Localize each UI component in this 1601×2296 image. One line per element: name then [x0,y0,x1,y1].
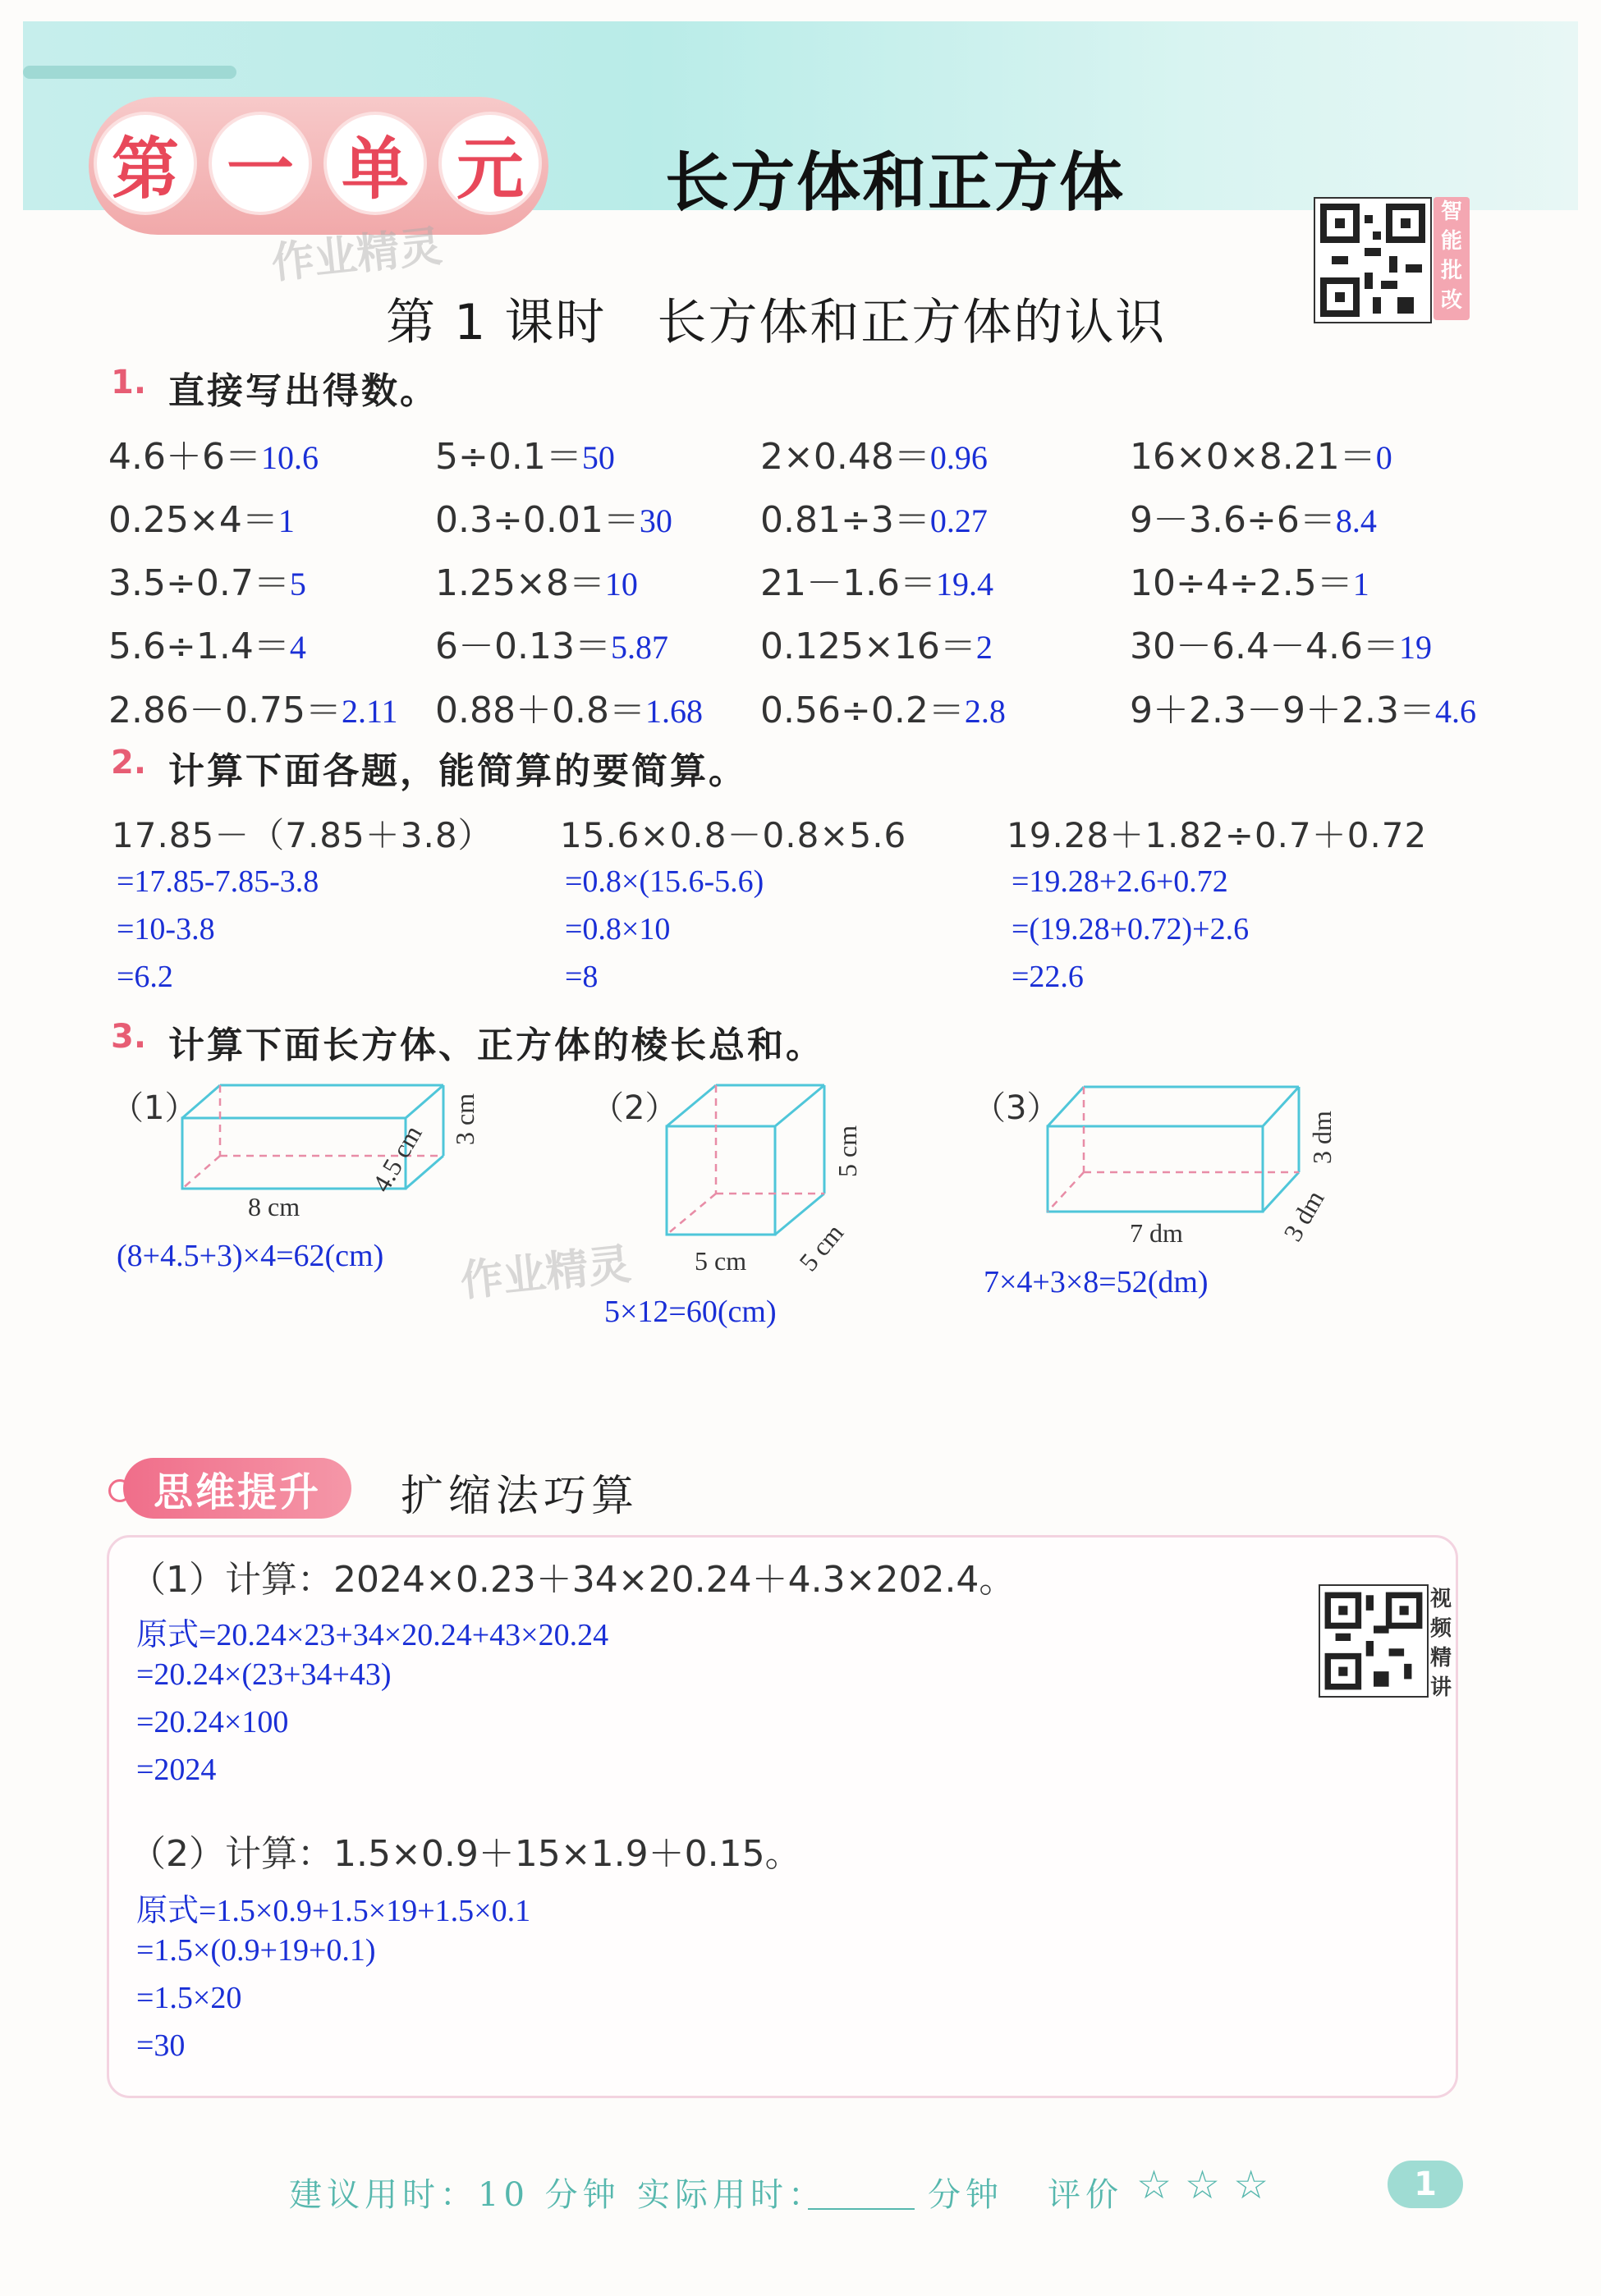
actual-time-label: 实际用时： [637,2176,826,2214]
figure-label: （3） [973,1089,1060,1127]
solution-step: =10-3.8 [117,912,215,946]
problem-expression: 17.85－（7.85＋3.8） [112,815,493,855]
solution-step: =2024 [136,1753,217,1787]
page-number: 1 [1388,2161,1463,2208]
question-text: 计算下面长方体、正方体的棱长总和。 [168,1024,824,1066]
solution-step: =(19.28+0.72)+2.6 [1012,912,1250,946]
unit-title: 长方体和正方体 [665,146,1126,220]
solution-step: =17.85-7.85-3.8 [117,864,319,899]
cube-2 [667,1085,824,1235]
calc-expression: 5÷0.1＝ [435,436,582,478]
calc-expression: 10÷4÷2.5＝ [1130,562,1353,604]
calc-answer: 2.8 [964,693,1006,730]
calc-expression: 1.25×8＝ [435,562,605,604]
calc-answer: 19 [1398,629,1432,666]
calc-answer: 50 [581,439,615,476]
calc-expression: 16×0×8.21＝ [1130,436,1376,478]
problem-expression: 15.6×0.8－0.8×5.6 [560,815,907,855]
cuboid-3 [1048,1087,1299,1212]
solution-step: 原式=20.24×23+34×20.24+43×20.24 [136,1618,609,1652]
solution-step: =30 [136,2028,186,2063]
unit-char: 元 [442,115,539,212]
calc-answer: 0 [1375,439,1392,476]
calc-answer: 2.11 [341,693,398,730]
problem-prompt: （2）计算：1.5×0.9＋15×1.9＋0.15。 [130,1833,801,1875]
calc-answer: 2 [975,629,993,666]
calc-answer: 8.4 [1335,502,1377,539]
problem-expression: 19.28＋1.82÷0.7＋0.72 [1007,815,1428,855]
calc-expression: 0.125×16＝ [760,626,976,667]
dimension-label: 7 dm [1130,1218,1183,1248]
qr-code-icon[interactable] [1319,1584,1429,1698]
video-qr-card[interactable] [1319,1584,1452,1700]
dimension-label: 8 cm [248,1192,300,1221]
solution-step: =1.5×20 [136,1981,242,2015]
calc-expression: 0.88＋0.8＝ [435,690,645,731]
calc-expression: 21－1.6＝ [760,562,936,604]
calc-expression: 5.6÷1.4＝ [108,626,290,667]
calc-answer: 10.6 [260,439,319,476]
lesson-title: 第 1 课时 长方体和正方体的认识 [386,294,1167,351]
qr-tag-char: 视 [1430,1587,1452,1611]
calc-expression: 3.5÷0.7＝ [108,562,290,604]
qr-tag-char: 精 [1430,1646,1452,1670]
figure-label: （2） [591,1089,678,1127]
solution-step: 原式=1.5×0.9+1.5×19+1.5×0.1 [136,1894,531,1928]
calc-answer: 10 [604,566,638,603]
calc-expression: 6－0.13＝ [435,626,611,667]
solution-step: =22.6 [1012,960,1084,994]
calc-expression: 4.6＋6＝ [108,436,261,478]
solution-step: =0.8×(15.6-5.6) [565,864,764,899]
rating-label: 评价 [1048,2176,1123,2214]
dimension-label: 3 cm [450,1093,479,1145]
calc-expression: 9－3.6÷6＝ [1130,499,1336,541]
calc-expression: 30－6.4－4.6＝ [1130,626,1399,667]
calc-expression: 0.25×4＝ [108,499,278,541]
calc-expression: 2×0.48＝ [760,436,930,478]
calc-answer: 1 [1352,566,1369,603]
question-number: 3. [111,1018,147,1056]
qr-tag-char: 改 [1440,288,1462,313]
watermark: 作业精灵 [458,1240,634,1307]
solution-step: =1.5×(0.9+19+0.1) [136,1933,376,1968]
solution-step: =8 [565,960,599,994]
qr-tag-char: 讲 [1430,1675,1452,1700]
actual-time-blank[interactable] [808,2208,915,2210]
calc-expression: 0.3÷0.01＝ [435,499,640,541]
qr-tag-char: 批 [1440,259,1462,283]
calc-answer: 1.68 [645,693,703,730]
unit-char: 单 [327,115,424,212]
dimension-label: 3 dm [1278,1185,1330,1246]
solution-step: =0.8×10 [565,912,671,946]
think-title: 扩缩法巧算 [401,1472,640,1521]
calc-expression: 2.86－0.75＝ [108,690,342,731]
calc-expression: 9＋2.3－9＋2.3＝ [1130,690,1435,731]
calc-answer: 19.4 [935,566,993,603]
calc-answer: 4 [289,629,306,666]
problem-prompt: （1）计算：2024×0.23＋34×20.24＋4.3×202.4。 [130,1559,1016,1601]
qr-tag-char: 频 [1430,1616,1452,1641]
solution-step: =19.28+2.6+0.72 [1012,864,1228,899]
dimension-label: 5 cm [695,1246,747,1276]
qr-tag [1430,1584,1460,1703]
answer-text: 7×4+3×8=52(dm) [984,1265,1209,1299]
dimension-label: 4.5 cm [366,1120,428,1197]
rating-stars[interactable] [1136,2162,1282,2208]
solution-step: =20.24×100 [136,1705,289,1739]
suggested-time: 建议用时：10 分钟 [289,2176,621,2214]
solution-step: =6.2 [117,960,173,994]
qr-tag-char: 智 [1440,199,1462,224]
calc-answer: 0.96 [929,439,988,476]
calc-answer: 0.27 [929,502,988,539]
dimension-label: 5 cm [793,1217,850,1277]
unit-char: 第 [97,115,194,212]
star-icon[interactable]: ☆ [1233,2162,1282,2208]
calc-answer: 30 [639,502,672,539]
calc-answer: 1 [278,502,295,539]
calc-answer: 5.87 [610,629,668,666]
actual-time-unit: 分钟 [928,2176,1003,2214]
star-icon[interactable]: ☆ [1185,2162,1234,2208]
think-badge: 思维提升 [123,1458,351,1519]
question-number: 2. [111,744,147,781]
solution-step: =20.24×(23+34+43) [136,1657,392,1692]
calc-expression: 0.81÷3＝ [760,499,930,541]
watermark: 作业精灵 [269,222,445,289]
unit-char: 一 [212,115,309,212]
answer-text: (8+4.5+3)×4=62(cm) [117,1239,384,1273]
calc-expression: 0.56÷0.2＝ [760,690,965,731]
answer-text: 5×12=60(cm) [604,1295,777,1329]
question-text: 计算下面各题，能简算的要简算。 [168,750,747,792]
star-icon[interactable]: ☆ [1136,2162,1186,2208]
question-text: 直接写出得数。 [168,370,438,412]
calc-answer: 5 [289,566,306,603]
dimension-label: 5 cm [833,1125,862,1177]
figure-label: （1） [111,1089,198,1127]
question-number: 1. [111,364,147,401]
calc-answer: 4.6 [1434,693,1476,730]
dimension-label: 3 dm [1307,1111,1337,1164]
qr-tag-char: 能 [1440,229,1462,254]
